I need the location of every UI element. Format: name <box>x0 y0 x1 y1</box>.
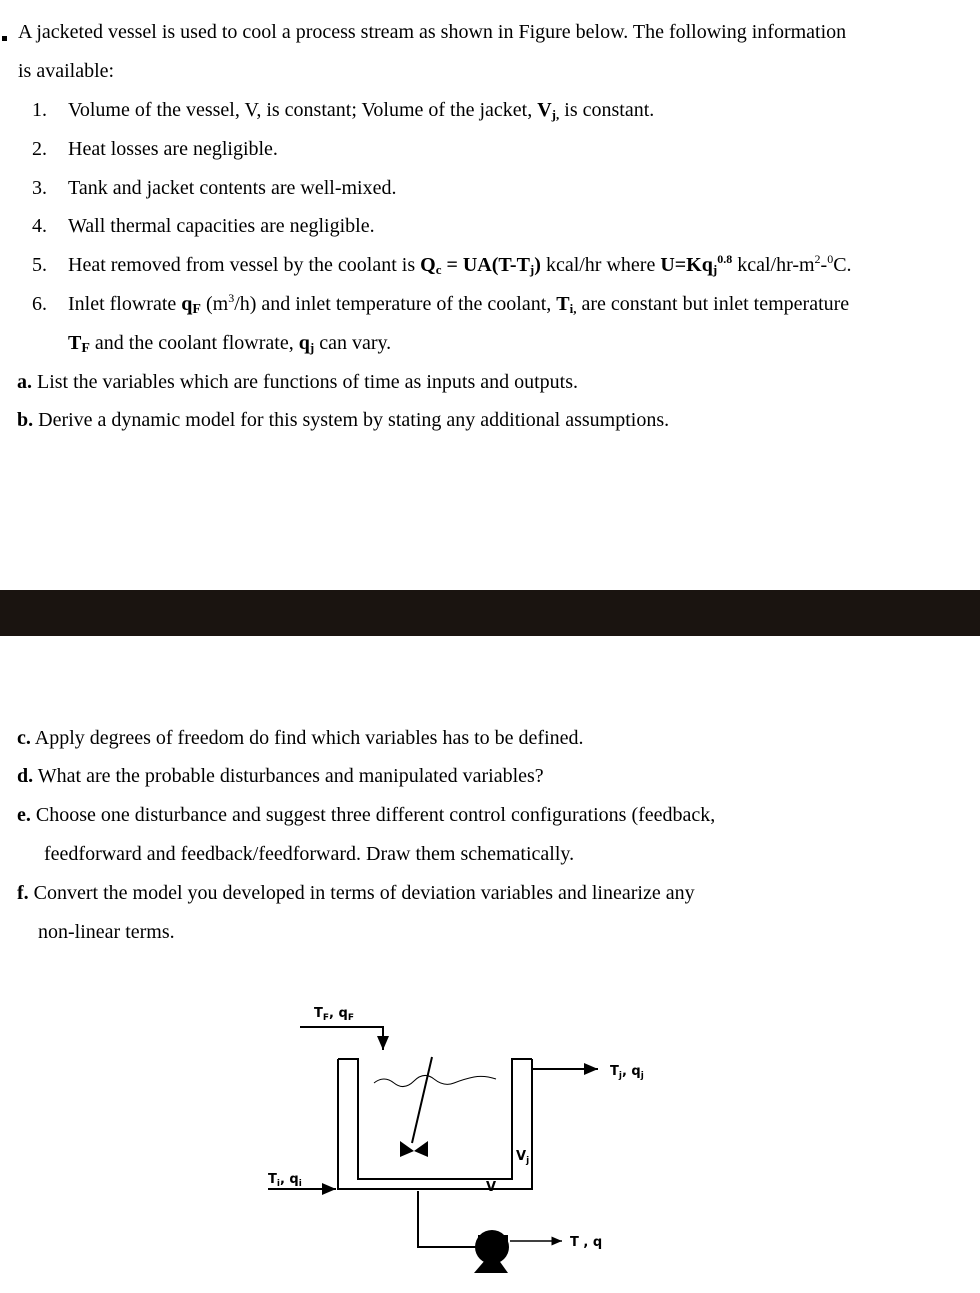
part-e: e. Choose one disturbance and suggest three different control configurations (feedback, <box>17 804 716 826</box>
liquid-surface <box>374 1075 496 1086</box>
list-item-5: 5. Heat removed from vessel by the coolant is $Q_c = UA(T-T_j)$ kcal/hr where $U=Kq_j^{0.8}$ kcal/$hr-m^2-^0C$. <box>32 252 852 277</box>
list-item-1: 1. Volume of the vessel, V, is constant; Volume of the jacket, $V_{j,}$ is constant. <box>32 99 655 122</box>
list-item-3: 3. Tank and jacket contents are well-mixed. <box>32 177 397 199</box>
feed-inlet-line <box>300 1027 383 1050</box>
list-item-2: 2. Heat losses are negligible. <box>32 138 278 160</box>
part-f-continuation: non-linear terms. <box>38 921 175 943</box>
list-item-6-continuation: $T_F$ and the coolant flowrate, $q_j$ can vary. <box>68 332 392 356</box>
product-outlet-pipe <box>418 1191 480 1247</box>
part-e-continuation: feedforward and feedback/feedforward. Draw them schematically. <box>44 843 575 865</box>
redaction-bar <box>0 590 980 636</box>
pump-icon <box>474 1230 509 1273</box>
vessel-volume-label: V <box>486 1180 497 1195</box>
part-a: a. List the variables which are functions of time as inputs and outputs. <box>17 371 578 393</box>
jacket-outlet-label: $T_j$, $q_j$ <box>610 1064 644 1081</box>
list-item-4: 4. Wall thermal capacities are negligible. <box>32 215 375 237</box>
feed-label: $T_F$, $q_F$ <box>314 1006 354 1023</box>
part-d: d. What are the probable disturbances and manipulated variables? <box>17 765 544 787</box>
impeller-icon <box>400 1141 428 1157</box>
agitator-shaft <box>412 1057 432 1143</box>
list-item-6: 6. Inlet flowrate $q_F$ $(m^3/h)$ and inlet temperature of the coolant, $T_{i,}$ are constant but inlet temperature <box>32 291 850 317</box>
jacket-inlet-label: $T_i$, $q_i$ <box>268 1172 302 1189</box>
jacket-wall <box>338 1059 532 1189</box>
intro-line-1: A jacketed vessel is used to cool a process stream as shown in Figure below. The following information <box>18 21 847 43</box>
intro-line-2: is available: <box>18 60 115 82</box>
jacket-volume-label: $V_j$ <box>516 1149 530 1166</box>
leading-bullet-mark <box>2 36 7 41</box>
part-f: f. Convert the model you developed in terms of deviation variables and linearize any <box>17 882 695 904</box>
part-c: c. Apply degrees of freedom do find which variables has to be defined. <box>17 727 584 749</box>
part-b: b. Derive a dynamic model for this system by stating any additional assumptions. <box>17 409 670 431</box>
jacket-inner-left <box>338 1059 532 1179</box>
product-label: T , q <box>570 1235 603 1250</box>
jacketed-vessel-diagram <box>250 995 680 1285</box>
